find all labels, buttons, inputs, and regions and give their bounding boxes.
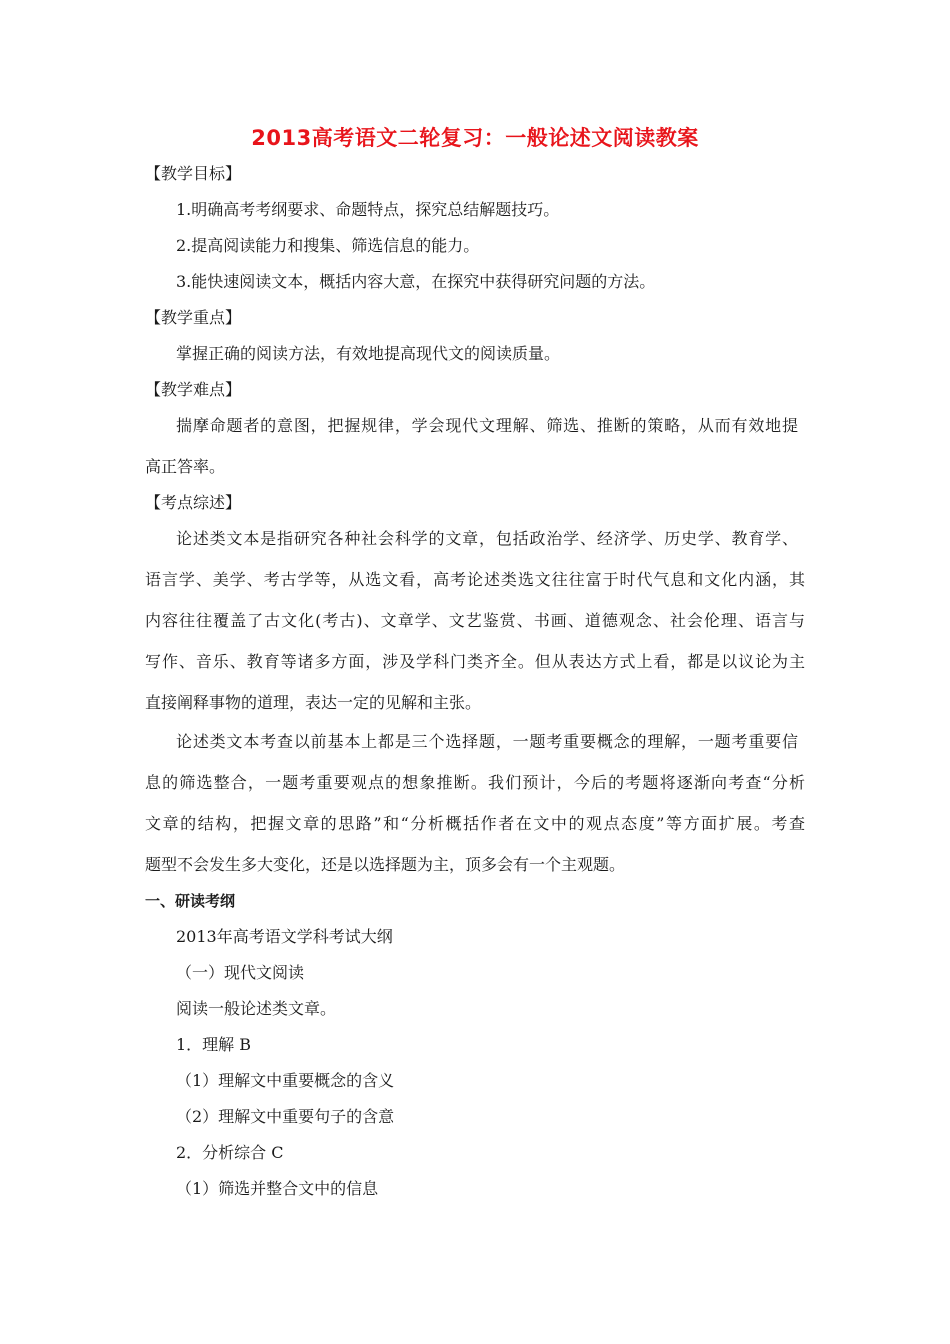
part1-line: 2013年高考语文学科考试大纲 (176, 927, 393, 946)
focus-text: 掌握正确的阅读方法，有效地提高现代文的阅读质量。 (176, 344, 561, 363)
overview-line: 论述类文本是指研究各种社会科学的文章，包括政治学、经济学、历史学、教育学、 (176, 529, 798, 548)
part1-line: 阅读一般论述类文章。 (176, 999, 337, 1018)
overview-header: 【考点综述】 (145, 493, 242, 512)
overview-line: 语言学、美学、考古学等，从选文看，高考论述类选文往往富于时代气息和文化内涵，其 (145, 570, 805, 589)
overview-line: 文章的结构，把握文章的思路”和“分析概括作者在文中的观点态度”等方面扩展。考查 (145, 814, 805, 833)
difficulty-line: 高正答率。 (145, 457, 226, 476)
overview-line: 题型不会发生多大变化，还是以选择题为主，顶多会有一个主观题。 (145, 855, 626, 874)
overview-line: 内容往往覆盖了古文化(考古)、文章学、文艺鉴赏、书画、道德观念、社会伦理、语言与 (145, 611, 805, 630)
goal-item: 1.明确高考考纲要求、命题特点，探究总结解题技巧。 (176, 200, 560, 219)
part1-header: 一、研读考纲 (145, 892, 236, 910)
overview-line: 写作、音乐、教育等诸多方面，涉及学科门类齐全。但从表达方式上看，都是以议论为主 (145, 652, 805, 671)
part1-line: （一）现代文阅读 (176, 963, 305, 982)
part1-line: （1）筛选并整合文中的信息 (176, 1179, 379, 1198)
document-title: 2013高考语文二轮复习：一般论述文阅读教案 (251, 126, 699, 150)
difficulty-header: 【教学难点】 (145, 380, 242, 399)
part1-line: （1）理解文中重要概念的含义 (176, 1071, 395, 1090)
overview-line: 论述类文本考查以前基本上都是三个选择题，一题考重要概念的理解，一题考重要信 (176, 732, 798, 751)
goal-item: 3.能快速阅读文本，概括内容大意，在探究中获得研究问题的方法。 (176, 272, 656, 291)
difficulty-line: 揣摩命题者的意图，把握规律，学会现代文理解、筛选、推断的策略，从而有效地提 (176, 416, 798, 435)
overview-line: 息的筛选整合，一题考重要观点的想象推断。我们预计，今后的考题将逐渐向考查“分析 (145, 773, 805, 792)
part1-line: 1．理解 B (176, 1035, 252, 1054)
part1-line: 2．分析综合 C (176, 1143, 284, 1162)
goals-header: 【教学目标】 (145, 164, 242, 183)
focus-header: 【教学重点】 (145, 308, 242, 327)
goal-item: 2.提高阅读能力和搜集、筛选信息的能力。 (176, 236, 480, 255)
part1-line: （2）理解文中重要句子的含意 (176, 1107, 395, 1126)
overview-line: 直接阐释事物的道理，表达一定的见解和主张。 (145, 693, 482, 712)
